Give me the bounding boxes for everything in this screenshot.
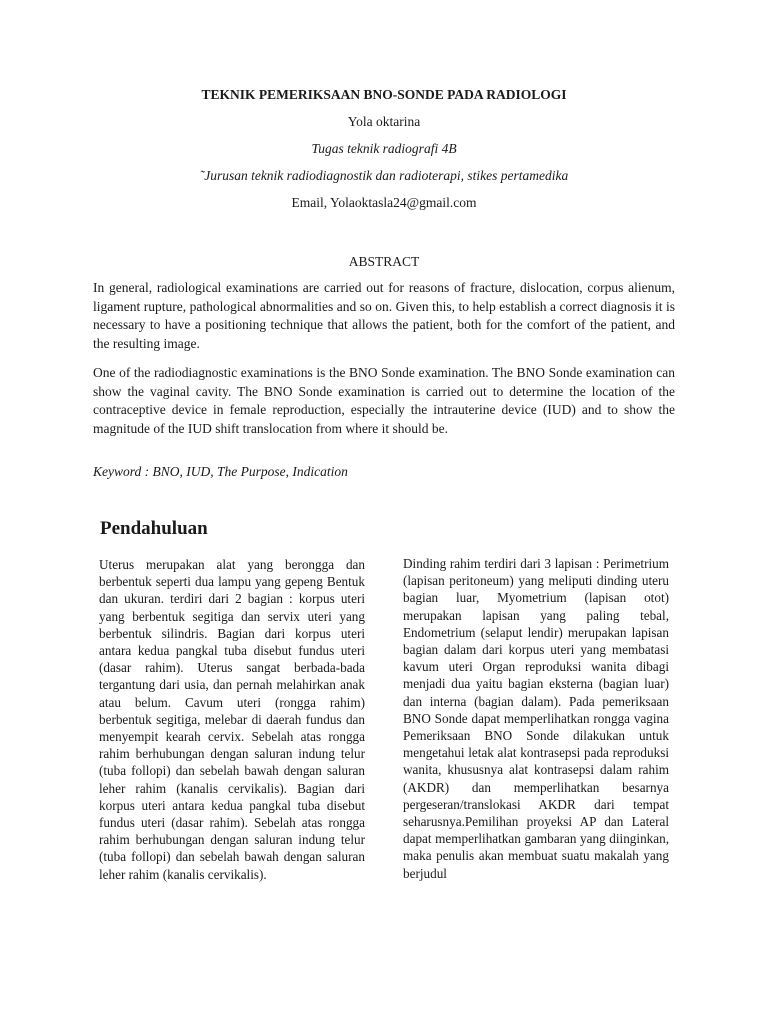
abstract-heading: ABSTRACT — [348, 254, 420, 269]
course-name: Tugas teknik radiografi 4B — [311, 141, 457, 156]
keywords-separator: , — [285, 464, 289, 479]
keywords — [93, 464, 675, 480]
abstract-paragraph-1: In general, radiological examinations are carried out for reasons of fracture, dislocation, corpus alienum, ligament rupture, pathological abnormalities and so on. Given this, to help establish a correct diagnosis it is necessary to have a positioning technique that allows the patient, both for the comfort of the patient, and the resulting image. — [93, 280, 675, 351]
paper-title: TEKNIK PEMERIKSAAN BNO-SONDE PADA RADIOLOGI — [201, 87, 567, 102]
body-column-left: Uterus merupakan alat yang berongga dan berbentuk seperti dua lampu yang gepeng Bentuk dan ukuran. terdiri dari 2 bagian : korpus uteri yang berbentuk segitiga dan servix uteri yang berbentuk silindris. Bagian dari korpus uteri antara kedua pangkal tuba disebut fundus uteri (dasar rahim). Uterus sangat berbada-bada tergantung dari usia, dan pernah melahirkan anak atau belum. Cavum uteri (rongga rahim) berbentuk segitiga, melebar di daerah fundus dan menyempit kearah cervix. Sebelah atas rongga rahim berhubungan dengan saluran indung telur (tuba follopi) dan sebelah bawah dengan saluran leher rahim (kanalis cervikalis). Bagian dari korpus uteri antara kedua pangkal tuba disebut fundus uteri (dasar rahim). Sebelah atas rongga rahim berhubungan dengan saluran indung telur (tuba follopi) dan sebelah bawah dengan saluran leher rahim (kanalis cervikalis). — [99, 557, 365, 882]
section-heading: Pendahuluan — [100, 518, 208, 539]
author-name: Yola oktarina — [347, 114, 421, 129]
body-column-right: Dinding rahim terdiri dari 3 lapisan : Perimetrium (lapisan peritoneum) yang meliputi dinding uteru bagian luar, Myometrium (lapisan otot) merupakan lapisan yang paling tebal, Endometrium (selaput lendir) merupakan lapisan bagian dalam dari korpus uteri yang membatasi kavum uteri Organ reproduksi wanita dibagi menjadi dua yaitu bagian eksterna (bagian luar) dan interna (bagian dalam). Pada pemeriksaan BNO Sonde dapat memperlihatkan rongga vagina Pemeriksaan BNO Sonde dilakukan untuk mengetahui letak alat kontrasepsi pada reproduksi wanita, khususnya alat kontrasepsi dalam rahim (AKDR) dan memperlihatkan besarnya pergeseran/translokasi AKDR dari tempat seharusnya.Pemilihan proyeksi AP dan Lateral dapat memperlihatkan gambaran yang diinginkan, maka penulis akan membuat suatu makalah yang berjudul — [403, 556, 669, 881]
email-address: Email, Yolaoktasla24@gmail.com — [291, 195, 477, 210]
paper-header — [93, 86, 675, 221]
abstract-paragraph-2: One of the radiodiagnostic examinations is the BNO Sonde examination. The BNO Sonde examination can show the vaginal cavity. The BNO Sonde examination is carried out to determine the location of the contraceptive device in female reproduction, especially the intrauterine device (IUD) and to show the magnitude of the IUD shift translocation from where it should be. — [93, 365, 675, 436]
keywords-last: Indication — [288, 464, 348, 479]
affiliation: ˜Jurusan teknik radiodiagnostik dan radioterapi, stikes pertamedika — [199, 168, 569, 183]
keywords-label: Keyword : BNO, IUD, The Purpose — [93, 464, 286, 479]
